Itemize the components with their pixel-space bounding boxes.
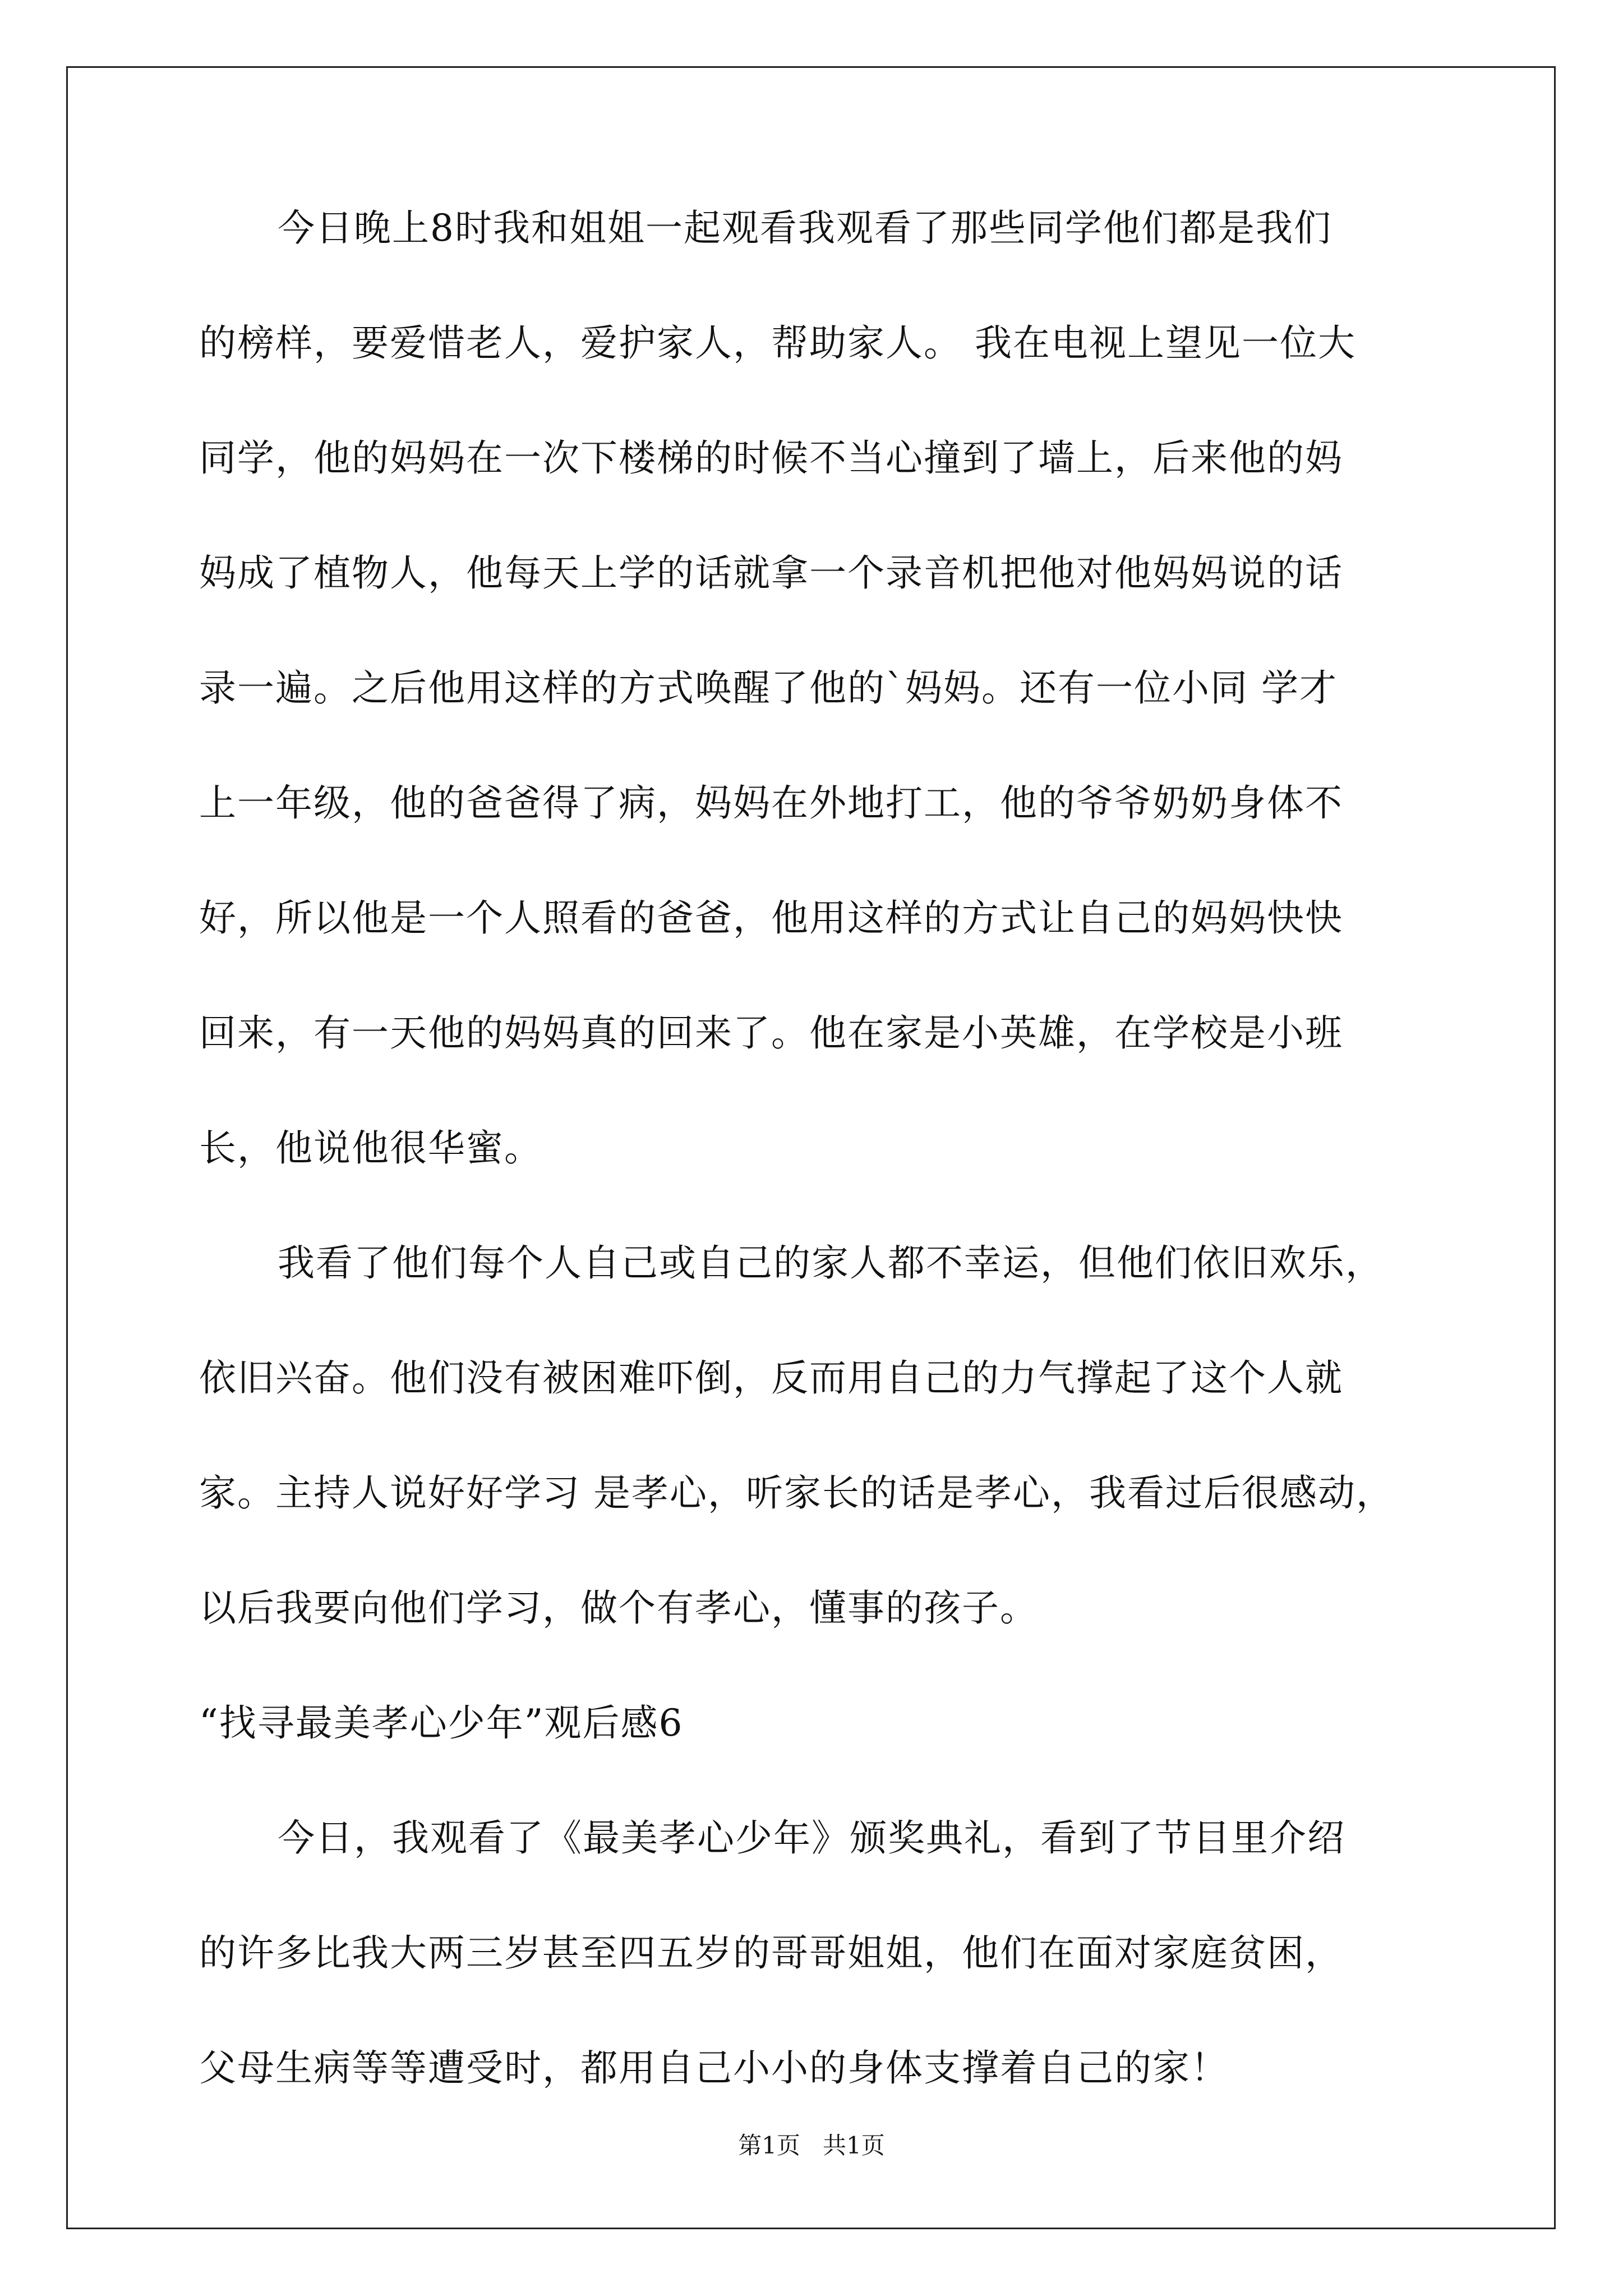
section-heading: “找寻最美孝心少年”观后感6 [199,1701,684,1745]
paragraph-3-line-3: 父母生病等等遭受时，都用自己小小的身体支撑着自己的家！ [199,2046,1229,2090]
paragraph-1-line-3: 同学，他的妈妈在一次下楼梯的时候不当心撞到了墙上，后来他的妈 [199,436,1343,480]
paragraph-1-line-7: 好，所以他是一个人照看的爸爸，他用这样的方式让自己的妈妈快快 [199,896,1343,940]
paragraph-1-line-6: 上一年级，他的爸爸得了病，妈妈在外地打工，他的爷爷奶奶身体不 [199,781,1343,825]
paragraph-3-line-2: 的许多比我大两三岁甚至四五岁的哥哥姐姐，他们在面对家庭贫困， [199,1931,1343,1975]
paragraph-1-line-4: 妈成了植物人，他每天上学的话就拿一个录音机把他对他妈妈说的话 [199,551,1343,595]
paragraph-1-line-8: 回来，有一天他的妈妈真的回来了。他在家是小英雄，在学校是小班 [199,1011,1343,1055]
paragraph-1-line-5: 录一遍。之后他用这样的方式唤醒了他的`妈妈。还有一位小同 学才 [199,666,1338,710]
page-number-footer: 第1页 共1页 [738,2132,885,2159]
paragraph-2-line-1: 我看了他们每个人自己或自己的家人都不幸运，但他们依旧欢乐， [278,1241,1384,1285]
paragraph-1-line-2: 的榜样，要爱惜老人，爱护家人，帮助家人。 我在电视上望见一位大 [199,321,1356,365]
paragraph-2-line-3: 家。主持人说好好学习 是孝心，听家长的话是孝心，我看过后很感动， [199,1471,1394,1515]
paragraph-1-line-9: 长，他说他很华蜜。 [199,1126,542,1170]
paragraph-2-line-2: 依旧兴奋。他们没有被困难吓倒，反而用自己的力气撑起了这个人就 [199,1356,1343,1400]
paragraph-1-line-1: 今日晚上8时我和姐姐一起观看我观看了那些同学他们都是我们 [278,206,1332,250]
paragraph-2-line-4: 以后我要向他们学习，做个有孝心，懂事的孩子。 [199,1586,1038,1630]
paragraph-3-line-1: 今日，我观看了《最美孝心少年》颁奖典礼，看到了节目里介绍 [278,1816,1345,1860]
